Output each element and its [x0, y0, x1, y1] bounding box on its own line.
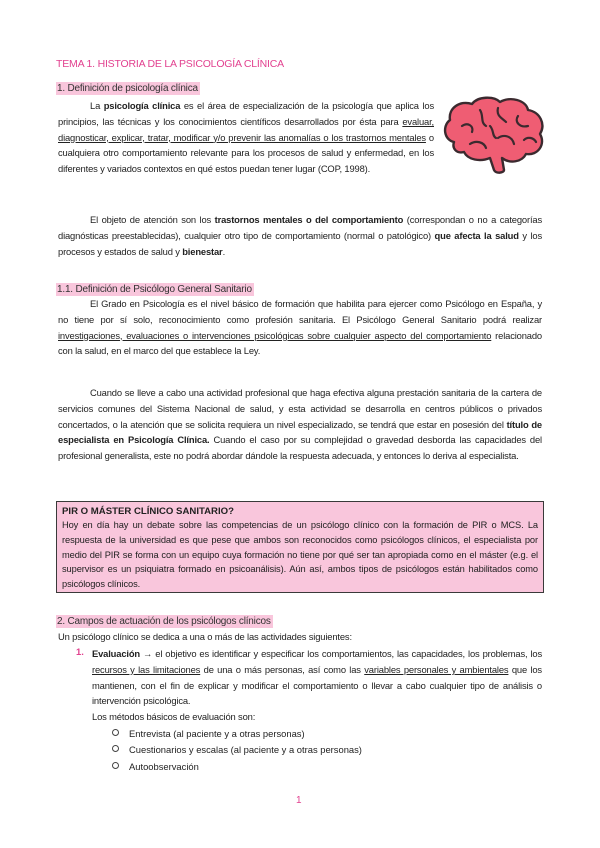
brain-icon [440, 96, 548, 174]
bullet-icon [112, 729, 119, 736]
page-number: 1 [296, 795, 302, 806]
list-item: Cuestionarios y escalas (al paciente y a otras personas) [112, 742, 362, 758]
section-heading-definicion: 1. Definición de psicología clínica [57, 83, 198, 94]
list-item-body: Evaluación → el objetivo es identificar y especificar los comportamientos, las capacidades, los problemas, los recursos y las limitaciones de una o más personas, así como las variables personales y ambientales que los mantienen, con el fin de explicar y modificar el comportamiento o llevar a cabo cualquier tipo de análisis o intervención psicológica. Los métodos básicos de evaluación son: [92, 646, 542, 725]
paragraph-psicologo-1: El Grado en Psicología es el nivel básico de formación que habilita para ejercer como Psicólogo en España, y no tiene por sí solo, reconocimiento como profesión sanitaria. El Psicólogo General Sanitario podrá realizar investigaciones, evaluaciones o intervenciones psicológicas sobre cualquier aspecto del comportamiento relacionado con la salud, en el marco del que establece la Ley. [58, 298, 542, 357]
page-title: TEMA 1. HISTORIA DE LA PSICOLOGÍA CLÍNICA [56, 58, 284, 70]
bullet-icon [112, 745, 119, 752]
paragraph-definicion-1: La psicología clínica es el área de especialización de la psicología que aplica los principios, las técnicas y los conocimientos científicos desarrollados por ésta para evaluar, diagnosticar, explicar, tratar, modificar y/o prevenir las anomalías o los trastornos mentales o cualquiera otro comportamiento relevante para los procesos de salud y enfermedad, en los diferentes y variados contextos en qué estos puedan tener lugar (COP, 1998). [58, 100, 434, 175]
list-number: 1. [76, 646, 84, 657]
evaluation-methods-list [112, 726, 362, 775]
callout-text: Hoy en día hay un debate sobre las competencias de un psicólogo clínico con la formación de PIR o MCS. La respuesta de la universidad es que pese que ambos son reconocidos como psicólogos clínicos, el especialista por medio del PIR se forma con un equipo cuya formación no tiene por qué ser tan apropiada como en el máster (e.g. el supervisor es un psiquiatra formado en psicoanálisis). Aún así, ambos tipos de psicólogos están habilitados como psicólogos clínicos. [62, 520, 538, 590]
section-heading-campos: 2. Campos de actuación de los psicólogos clínicos [57, 616, 271, 627]
bullet-icon [112, 762, 119, 769]
list-item: Entrevista (al paciente y a otras personas) [112, 726, 362, 742]
paragraph-psicologo-2: Cuando se lleve a cabo una actividad profesional que haga efectiva alguna prestación sanitaria de la cartera de servicios comunes del Sistema Nacional de salud, y esta actividad se desarrolla en centros públicos o privados concertados, o la atención que se solicita requiera un nivel especializado, se tendrá que estar en posesión del título de especialista en Psicología Clínica. Cuando el caso por su complejidad o gravedad desborda las capacidades del profesional generalista, este no podrá abordar dándole la respuesta adecuada, y entonces lo deriva al especialista. [58, 387, 542, 462]
paragraph-campos-intro: Un psicólogo clínico se dedica a una o más de las actividades siguientes: [58, 631, 352, 642]
callout-title: PIR O MÁSTER CLÍNICO SANITARIO? [62, 506, 234, 517]
list-item: Autoobservación [112, 759, 362, 775]
paragraph-definicion-2: El objeto de atención son los trastornos mentales o del comportamiento (correspondan o no a categorías diagnósticas preestablecidas), cualquier otro tipo de comportamiento (normal o patológico) que afecta la salud y los procesos y estados de salud y bienestar. [58, 214, 542, 257]
callout-box-pir-master [56, 501, 544, 593]
list-item-evaluacion [76, 646, 542, 725]
evaluation-methods-lead: Los métodos básicos de evaluación son: [92, 711, 256, 723]
section-heading-psicologo-sanitario: 1.1. Definición de Psicólogo General Sanitario [57, 284, 252, 295]
